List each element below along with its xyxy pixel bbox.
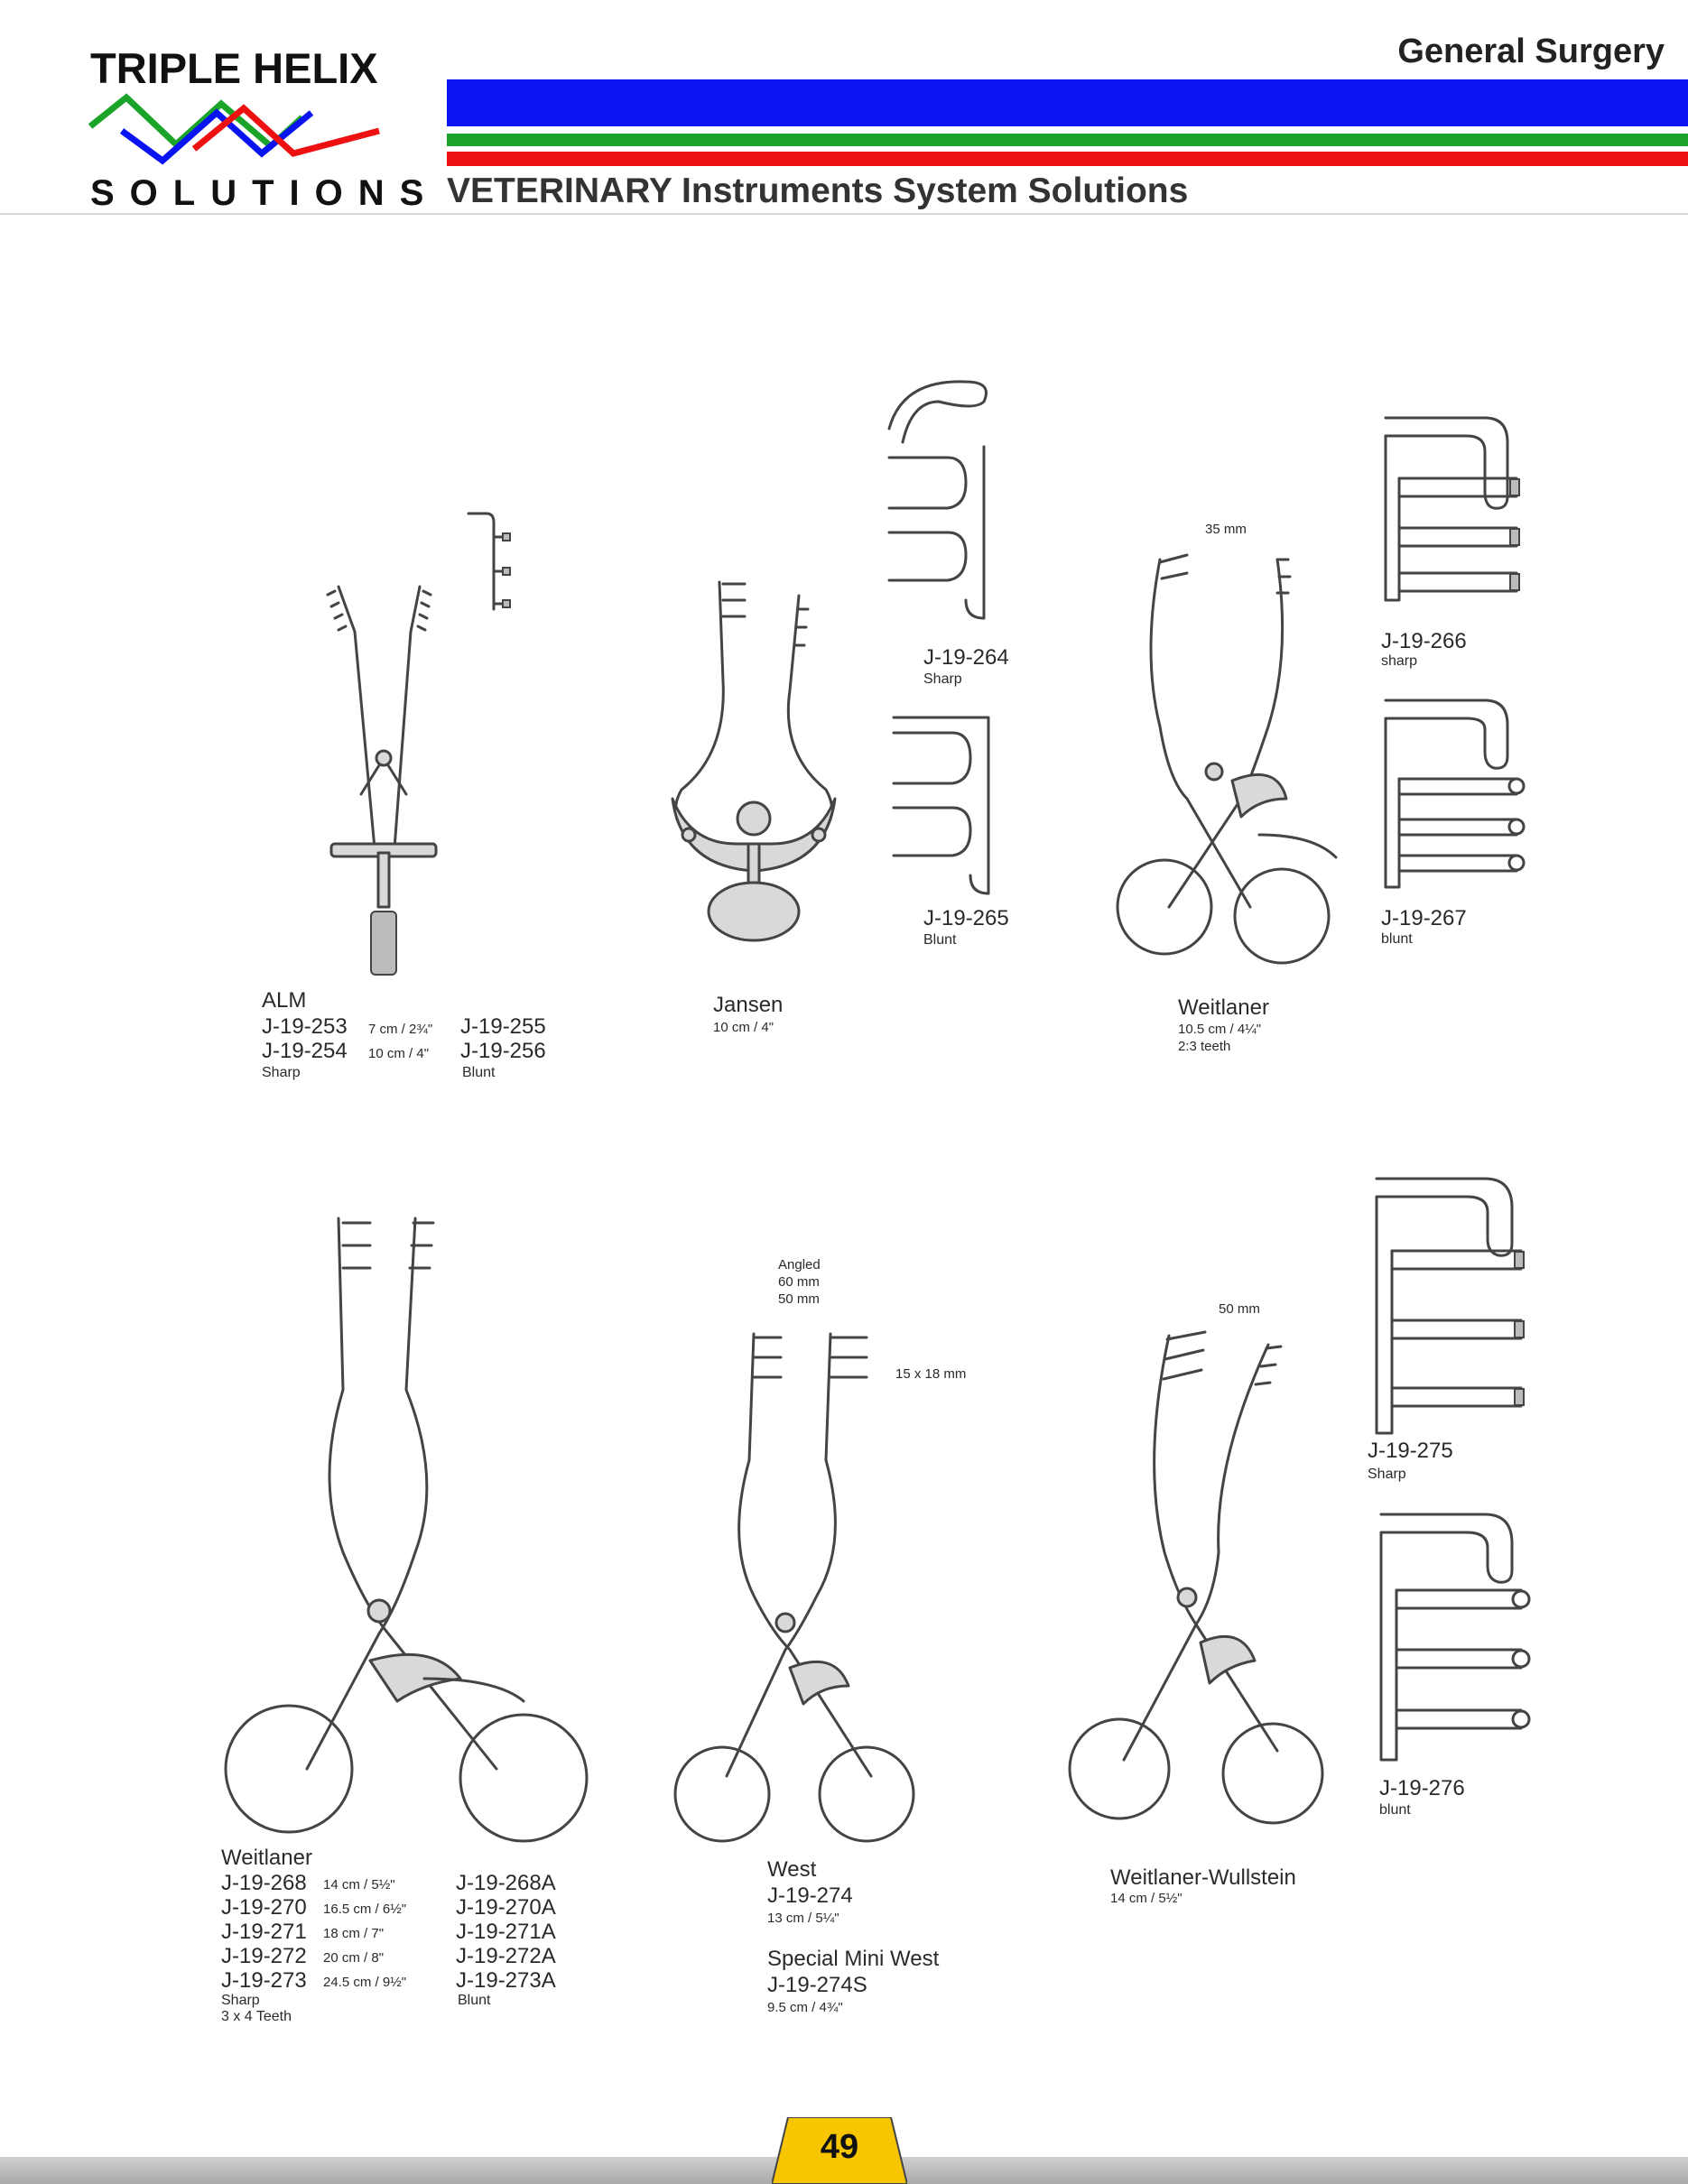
page-subtitle: VETERINARY Instruments System Solutions — [447, 171, 1189, 210]
j276-blade-image — [1377, 1507, 1530, 1769]
weitlaner-large-alt-code: J-19-271A — [456, 1920, 556, 1944]
j264-code: J-19-264 — [923, 645, 1009, 670]
weitlaner-wullstein-image — [1061, 1327, 1331, 1841]
west-tooth-dim: 15 x 18 mm — [895, 1366, 967, 1382]
weitlaner-large-code: J-19-273 — [221, 1968, 307, 1993]
header-divider — [0, 213, 1688, 215]
west-name: West — [767, 1857, 817, 1882]
alm-caption — [262, 988, 306, 1013]
header-band-blue — [447, 79, 1688, 126]
west-retractor-image — [663, 1325, 925, 1848]
j275-code: J-19-275 — [1368, 1439, 1453, 1463]
weitlaner-large-teeth: 3 x 4 Teeth — [221, 2009, 292, 2024]
mini-west-size: 9.5 cm / 4¾" — [767, 2000, 843, 2015]
west-size: 13 cm / 5¼" — [767, 1911, 839, 1926]
brand-name-top: TRIPLE HELIX — [90, 44, 378, 92]
west-code: J-19-274 — [767, 1883, 853, 1908]
j275-note: Sharp — [1368, 1467, 1406, 1482]
weitlaner-small-size: 10.5 cm / 4¼" — [1178, 1022, 1262, 1037]
alm-row — [262, 1014, 348, 1040]
weitlaner-large-size: 14 cm / 5½" — [323, 1877, 395, 1892]
weitlaner-large-code: J-19-268 — [221, 1871, 307, 1895]
weitlaner-large-alt-code: J-19-270A — [456, 1895, 556, 1920]
page-number: 49 — [820, 2128, 859, 2166]
brand-name-bottom: SOLUTIONS — [90, 173, 440, 213]
j265-code: J-19-265 — [923, 906, 1009, 930]
j266-code: J-19-266 — [1381, 629, 1467, 653]
alm-sharp-note: Sharp — [262, 1065, 301, 1080]
weitlaner-small-name: Weitlaner — [1178, 995, 1269, 1020]
header-band-red — [447, 152, 1688, 166]
west-angled-50: 50 mm — [778, 1291, 820, 1307]
wullstein-size: 14 cm / 5½" — [1110, 1891, 1183, 1906]
weitlaner-large-code: J-19-271 — [221, 1920, 307, 1944]
weitlaner-large-image — [217, 1209, 587, 1841]
j267-note: blunt — [1381, 931, 1413, 947]
j267-code: J-19-267 — [1381, 906, 1467, 930]
weitlaner-small-image — [1097, 546, 1349, 975]
weitlaner-large-alt-code: J-19-268A — [456, 1871, 556, 1895]
alm-blunt-note: Blunt — [462, 1065, 496, 1080]
helix-logo-icon — [86, 90, 384, 171]
alm-name: ALM — [262, 988, 307, 1013]
west-angled-60: 60 mm — [778, 1274, 820, 1290]
alm-alt-code: J-19-256 — [460, 1039, 546, 1063]
j276-code: J-19-276 — [1379, 1776, 1465, 1800]
alm-size: 7 cm / 2¾" — [368, 1022, 433, 1037]
weitlaner-small-dim: 35 mm — [1205, 522, 1247, 537]
weitlaner-large-name: Weitlaner — [221, 1846, 312, 1870]
weitlaner-large-size: 24.5 cm / 9½" — [323, 1975, 407, 1990]
j267-blade-image — [1381, 693, 1526, 896]
j266-note: sharp — [1381, 653, 1418, 669]
weitlaner-large-code: J-19-270 — [221, 1895, 307, 1920]
weitlaner-large-sharp-note: Sharp — [221, 1993, 260, 2008]
weitlaner-large-code: J-19-272 — [221, 1944, 307, 1968]
alm-blade-detail-image — [467, 510, 512, 618]
j275-blade-image — [1372, 1171, 1530, 1442]
weitlaner-large-alt-code: J-19-272A — [456, 1944, 556, 1968]
weitlaner-large-size: 16.5 cm / 6½" — [323, 1902, 407, 1917]
weitlaner-small-teeth: 2:3 teeth — [1178, 1039, 1231, 1054]
weitlaner-large-alt-code: J-19-273A — [456, 1968, 556, 1993]
alm-code: J-19-253 — [262, 1014, 348, 1039]
section-title: General Surgery — [1397, 32, 1665, 70]
west-angled-label: Angled — [778, 1257, 821, 1272]
mini-west-code: J-19-274S — [767, 1973, 867, 1997]
j264-note: Sharp — [923, 671, 962, 687]
alm-retractor-image — [320, 578, 447, 975]
jansen-name: Jansen — [713, 993, 784, 1017]
alm-code: J-19-254 — [262, 1039, 348, 1063]
j265-blade-image — [889, 713, 1006, 902]
j276-note: blunt — [1379, 1802, 1411, 1818]
mini-west-name: Special Mini West — [767, 1947, 940, 1971]
weitlaner-large-blunt-note: Blunt — [458, 1993, 491, 2008]
alm-alt-code: J-19-255 — [460, 1014, 546, 1039]
j266-blade-image — [1381, 411, 1526, 618]
weitlaner-large-size: 18 cm / 7" — [323, 1926, 385, 1941]
header-band-green — [447, 134, 1688, 146]
jansen-retractor-image — [663, 573, 844, 970]
wullstein-name: Weitlaner-Wullstein — [1110, 1865, 1296, 1890]
weitlaner-large-size: 20 cm / 8" — [323, 1950, 385, 1966]
jansen-size: 10 cm / 4" — [713, 1020, 774, 1035]
wullstein-dim: 50 mm — [1219, 1301, 1260, 1317]
alm-size: 10 cm / 4" — [368, 1046, 430, 1061]
j265-note: Blunt — [923, 932, 957, 948]
j264-blade-image — [885, 375, 1011, 627]
